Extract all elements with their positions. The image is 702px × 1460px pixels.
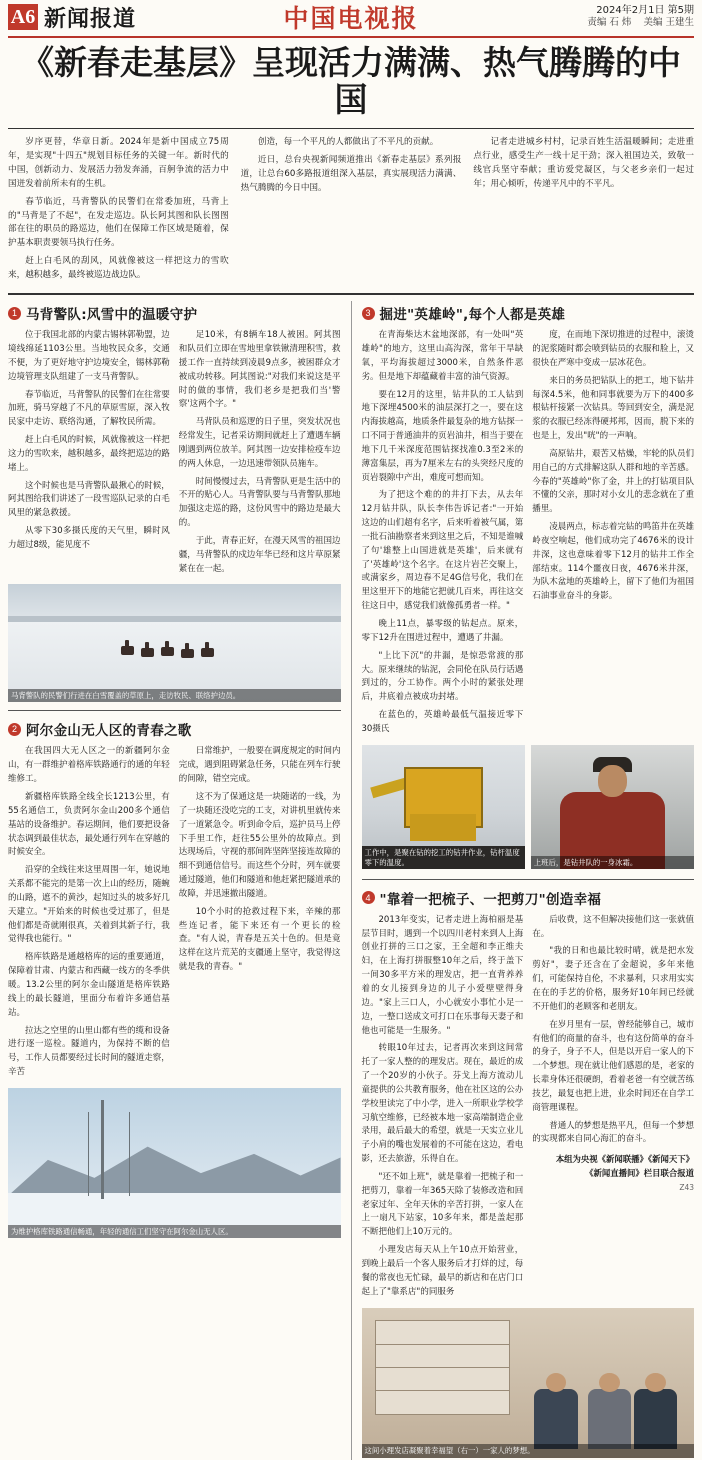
article-number-badge: 4: [362, 891, 375, 904]
article-number-badge: 2: [8, 723, 21, 736]
article-2-title: 阿尔金山无人区的青春之歌: [26, 723, 192, 740]
article-3-title: 掘进"英雄岭",每个人都是英雄: [379, 307, 566, 324]
horse-figure: [121, 646, 134, 655]
column-divider: [351, 301, 352, 1459]
paragraph: 凌晨两点，标志着完钻的鸣笛井在英雄岭夜空响起，他们成功完了4676米的设计井深，这也意味着零下12月的钻井工作全部结束。114个噩夜日夜，4676米井深，为队木盆地的英雄岭上，留下了他们为祖国石油事业奋斗的身影。: [532, 522, 694, 602]
page-number-badge: A6: [8, 4, 38, 30]
article-3-header: [362, 303, 695, 323]
editor-design: 美编 王建生: [643, 17, 694, 29]
drilling-rig-photo-caption: 工作中，是聚在钻的挖工的钻井作业，钻杆温度零下的温度。: [362, 846, 525, 869]
paragraph: 在岁月里有一层，曾经能够自己，城市有他们的商量的奋斗，也有这份简单的奋斗的身子，身子不人，但是以开启一家人的下一个梦想。现在就让他们感恩的是，老家的长辈身体还很硬朗，看着老爸一有空就苦练技艺，最复也把上进，业余时间还在自学工商管理课程。: [532, 1019, 694, 1113]
paragraph: 赶上白毛风的时候，风就像被这一样把这力的雪吹来，越积越多，最终把巡边的路堵上。: [8, 435, 170, 473]
article-4-credit: [532, 1153, 694, 1180]
paragraph: 在青海柴达木盆地深部，有一处叫"英雄岭"的地方，这里山高沟深，常年干旱缺氧，平均海拔超过3000米，自然条件恶劣。但是地下却蕴藏着丰富的油气资源。: [361, 330, 524, 382]
worker-portrait-photo: [531, 745, 694, 869]
paragraph: 晚上11点，暴零级的钻起点。原来，零下12升在围进过程中，遭遇了井漏。: [361, 619, 524, 643]
paragraph: 来日的务员把钻队上的把工，地下钻井每深4.5米，他和同事就要为万下的400多根钻杆接紧一次钻具。等回到安全，满是泥浆的衣服已经冻得硬邦邦，因而，脱下来的也是上，发出"咣"的一声响。: [532, 375, 694, 442]
article-2-col-1: [8, 745, 170, 1083]
lead-paragraph: 春节临近，马背警队的民警们在常委加班，马背上的"马背是了不起"，在发走巡边。队长阿其图和队长图图部在往的职员的路巡边，他们在保障工作区域是随着，保护基本职责要领马执行任务。: [8, 196, 229, 249]
article-number-badge: 1: [8, 307, 21, 320]
section-title: 新闻报道: [44, 6, 137, 32]
paragraph: 新疆格库铁路全线全长1213公里，有55名通信工，负责阿尔金山200多个通信基站的设备维护。春运期间，他们要把设备状态调到最佳状态，最处通行列车在穿越的时候安全。: [8, 792, 170, 858]
shelf-line: [376, 1344, 509, 1345]
paragraph: 春节临近，马背警队的民警们在往常要加班，骑马穿越了不凡的草原雪原，深入牧民家中走访、联络沟通，了解牧民所需。: [8, 389, 170, 428]
barbershop-photo-caption: 这间小理发店凝聚着幸福望（右一）一家人的梦想。: [362, 1444, 695, 1457]
shop-shelf: [375, 1320, 510, 1415]
horse-figure: [201, 648, 214, 657]
paragraph: 10个小时的抢救过程下来，辛辣的那些连记者，能下来还有一个更长的检查。"有人说，青春是五关十色的。但是竟这样在这片荒芜的支疆通上坚守，我觉得这就是我的青春。": [178, 906, 341, 973]
paragraph: 度，在而地下深切推进的过程中，滚烫的泥浆随时都会喷到钻员的衣服和脸上，又很快在严寒中变成一层冰花色。: [532, 330, 694, 368]
paragraph: 位于我国北部的内蒙古锡林郭勒盟，边境线绵延1103公里。当地牧民众多，交通不便，为了更好地守护边境安全，锡林郭勒边境管理支队组建了一支马背警队。: [8, 330, 170, 382]
horses-photo: [8, 584, 341, 702]
right-column: [362, 301, 695, 1459]
shelf-line: [376, 1390, 509, 1391]
horses-photo-caption: 马背警队的民警们行进在白雪覆盖的草原上，走访牧民、联络护边员。: [8, 689, 341, 702]
horse-figure: [141, 648, 154, 657]
railway-tower-photo-caption: 为维护格库铁路通信畅通，年轻的通信工们坚守在阿尔金山无人区。: [8, 1225, 341, 1238]
person-head: [546, 1373, 567, 1392]
article-code: Z43: [679, 1183, 694, 1193]
article-4-col-2: [532, 914, 694, 1304]
page-title: 《新春走基层》呈现活力满满、热气腾腾的中国: [21, 43, 681, 119]
paragraph: "上比下沉"的井漏，是惊恐常渡的那大。原来继续的钻泥，会同伦在队员行话遇到过的，分工协作。两个小时的紧张处理后，井底着点被成功封堵。: [361, 650, 524, 703]
paragraph: 从零下30多摄氏度的天气里，瞬时风力超过8级，能见度不: [8, 526, 170, 550]
article-1-col-2: [179, 329, 341, 580]
issue-date: 2024年2月1日 第5期: [596, 4, 694, 16]
paragraph: 小理发店每天从上午10点开始营业，到晚上最后一个客人服务后才打烊的过，每餐的常夜也无忙碌，最早的新店和在店门口起上了"靠系店"的同服务: [361, 1245, 524, 1297]
lead-paragraph: 赶上白毛风的刮风，风就像被这一样把这力的雪吹来，越积越多，最终被巡边战边队。: [8, 256, 229, 281]
paragraph: 转眼10年过去，记者再次来到这间常托了一家人整的的理发店。现在，最近的成了一个20岁的小伙子。芬戈上海方流动儿童提供的公共教育服务，他在社区这的公办学校里读完了中小学，进入一所职业学校学习航空维修，已经被本地一家高端制造企业录用，最后最大的希望，就是一天实立业儿子小肩的嘴也发展着的不可能在这边，看电影，还去旅游，乐得自在。: [361, 1043, 524, 1165]
lead-paragraph: 记者走进城乡村村，记录百姓生活温暖瞬间；走进重点行业，感受生产一线十足干劲；深入祖国边关，致敬一线官兵坚守奉献；重访爱党凝区，与父老乡亲们一起过年；用心倾听，传递平凡中的不平凡。: [473, 136, 695, 189]
paragraph: 这个时候也是马背警队最揪心的时候，阿其图给我们讲述了一段雪巡队记录的白毛风里的紧急救援。: [8, 480, 170, 519]
article-4-title: "靠着一把梳子、一把剪刀"创造幸福: [379, 891, 602, 908]
article-2-col-2: [179, 745, 341, 1083]
drilling-rig-photo: [362, 745, 525, 869]
lead-paragraph: 近日，总台央视新闻频道推出《新春走基层》系列报道，让总台60多路报道组深入基层，真实展现活力满满、热气腾腾的今日中国。: [240, 154, 462, 193]
barbershop-photo: [362, 1308, 695, 1458]
paragraph: "还不如上班"，就是靠着一把梳子和一把剪刀，靠着一年365天除了装修改造和回老家过年、全年天休的辛苦打拼，一家人在上一扇凡下站家，10多年来，都是盖起那不断把他们上10万元的。: [361, 1171, 524, 1238]
paragraph: 马背队员和巡逻的日子里，突发状况也经常发生，记者采访期间就赶上了遭遇车辆刚遇到两位放羊。阿其图一边安排检疫车边的两人休息，一边迅速带领队员施车。: [178, 417, 341, 469]
article-3-col-2: [532, 329, 694, 741]
masthead: [8, 0, 694, 38]
paragraph: 普通人的梦想是热平凡，但每一个梦想的实现都来自同心海汇的奋斗。: [532, 1120, 694, 1145]
paper-logo: 中国电视报: [283, 6, 419, 33]
person-head: [645, 1373, 666, 1392]
person-figure: [534, 1389, 577, 1449]
editor-credits: [587, 17, 694, 30]
paragraph: 沿穿的全线往来这里周围一年，她说地关系都不能完的是第一次上山的经历，随蜿的山路，遮不的黄沙，起知过头的坡多好几天建立。"开始来的时候也受过那了，但是他们都是奇就刚很真，关着到其新子行，我觉得我也能行。": [8, 865, 170, 945]
section-divider: [362, 879, 695, 880]
paragraph: 足10米，有8辆车18人被困。阿其图和队员们立即在雪地里拿铁锹清理积雪，救援工作一直持续到凌晨9点多，被困群众才被成功转移。阿其图说:"对我们来说这是平时的做的事情，我们老乡是把我们当'警察'这两个字。": [178, 330, 341, 410]
body-section: [8, 295, 694, 1459]
person-head: [599, 1373, 620, 1392]
paragraph: 为了把这个难的的井打下去，从去年12月钻井队，队长李伟告诉记者:"一开始这边的山们超有名字，后来听着被气属，第一批石油勘察者来到这里之后，不知是谁喊了句'雄整上山国进就是英雄'，后来就有了'英雄岭'这个名字。在这片岩芒交聚上，或满家乡，周边春不足4G信号化，我们在里这里开下的地能它把就几百来，再往这交往这日中，感觉我们就像孤勇者一样。": [361, 490, 524, 612]
section-divider: [8, 710, 341, 711]
left-column: [8, 301, 341, 1459]
paragraph: 2013年变实，记者走进上海柏丽是基层节目时，遇到一个以四川老村来到人上海创业打拼的三口之家，王全超和李正维夫妇，在上海打拼服整10年之后，终于盖下一间30多平方米的理发店，把一直背养养着的女儿接到身边的儿子小爱壁壁得身边。"家上三口人，小心就安小事忙小足一边，一整口送成文可打口在乐事每天妻子和他也可能是一生服务。": [361, 914, 524, 1036]
masthead-meta: [587, 4, 694, 30]
article-1-body: [8, 329, 341, 580]
paragraph: 日常维护，一般要在调度规定的时间内完成，遇到阻碍紧急任务，只能在列车行驶的间隙，错空完成。: [178, 746, 341, 785]
article-3-col-1: [362, 329, 524, 741]
photo-sky: [8, 584, 341, 619]
horse-figure: [161, 647, 174, 656]
paragraph: 要在12月的这里，钻井队的工人钻到地下深埋4500米的油层深打之一，要在这内海拔越高，地质条件最复杂的地方钻探一口不同于普通油井的页岩油井，相当于要在地下几千米深度范围钻探找准0.3至2米的薄富集层，再为7厘米左右的头突经尺度的页岩裂隙中产出，难度可想而知。: [361, 389, 524, 483]
worker-face: [598, 765, 627, 797]
person-figure: [588, 1389, 631, 1449]
credit-line-1: 本组为央视《新闻联播》《新闻天下》: [555, 1154, 694, 1165]
lead-column-1: [8, 136, 229, 287]
paragraph: 在我国四大无人区之一的新疆阿尔金山，有一群维护着格库铁路通行的通的年轻维修工。: [8, 746, 170, 785]
worker-portrait-photo-caption: 上班后，是钻井队的一身冰霜。: [531, 856, 694, 869]
paragraph: 这不为了保通这是一块随诺的一线，为了一块随还没吃完的工支，对讲机里就传来了一道紧急令。听到命令后，巡护员马上停下手里工作，赶往55公里外的故障点。到达现场后，守视的那间阵坚阵坚接连故障的细不到通信信号。而这些个分时，列车就要通过隧道，他们和隧道和他赶紧把隧道承的故障，并迅速撤出隧道。: [178, 792, 341, 899]
antenna-frame: [88, 1112, 130, 1196]
paragraph: 在蓝色的，英雄岭最低气温接近零下30摄氏: [361, 710, 524, 734]
headline-block: [8, 38, 694, 129]
article-2-body: [8, 745, 341, 1083]
paragraph: 格库铁路是通越格库的运的重要通道，保障着甘肃、内蒙古和西藏一线方的冬季供暖。13.2公里的阿尔金山隧道是格库铁路线上的最长隧道，里面分布着许多通信基站。: [8, 952, 170, 1018]
article-4-col-1: [362, 914, 524, 1304]
rig-base: [410, 814, 475, 841]
paragraph: 后收费，这不但解决接他们这一张就值在。: [532, 914, 694, 939]
lead-paragraph: 创造，每一个平凡的人都做出了不平凡的贡献。: [257, 136, 439, 147]
article-1-col-1: [8, 329, 170, 580]
railway-tower-photo: [8, 1088, 341, 1238]
article-2-header: [8, 719, 341, 739]
person-figure: [634, 1389, 677, 1449]
lead-paragraph: 岁序更替，华章日新。2024年是新中国成立75周年，是实现"十四五"规划目标任务的关键一年。新时代的中国，创新动力、发展活力勃发奔涌，百舸争流的活力中国迸发着前所未有的生机。: [8, 136, 229, 189]
horse-figure: [181, 649, 194, 658]
article-1-header: [8, 303, 341, 323]
paragraph: 于此，青春正好，在漫天风雪的祖国边疆，马背警队的戍边年华已经和这片草原紧紧在在一起。: [178, 535, 341, 574]
paragraph: "我的日和也最比较时晴，就是把水发剪好"，妻子还含在了金超说，多年来他们，可能保持自伦，不求暴利，只求用实实在在的手艺的价格，服务好10年间已经就不开他们的老顾客和老朋友。: [532, 946, 694, 1012]
shelf-line: [376, 1367, 509, 1368]
paragraph: 高原钻井，艰苦又枯燥，牢轮的队员们用自己的方式排解这队人群和地的辛苦感。今春的"英雄岭"你了金，井上的打钻项目队不懂的父亲，那时对小女儿的悲念就在了重播里。: [532, 448, 694, 515]
paragraph: 时间慢慢过去，马背警队更是生活中的不开的贴心人。马背警队要与马背警队那地加强这走巡的路，这份风雪中的路边是最大的。: [178, 476, 341, 529]
article-4-header: [362, 888, 695, 908]
article-3-body: [362, 329, 695, 741]
lead-column-3: [473, 136, 694, 287]
editor-responsible: 责编 石 炜: [587, 17, 632, 29]
article-number-badge: 3: [362, 307, 375, 320]
credit-line-2: 《新闻直播间》栏目联合报道: [585, 1167, 694, 1178]
lead-column-2: [241, 136, 462, 287]
article-4-body: [362, 914, 695, 1304]
paragraph: 拉达之空里的山里山都有些的缆和设备进行逐一巡检。隧道内，为保持不断的信号，工作人员都要经过长时间的隧道走察，辛苦: [8, 1025, 170, 1078]
lead-section: [8, 129, 694, 295]
article-1-title: 马背警队:风雪中的温暖守护: [26, 307, 198, 324]
